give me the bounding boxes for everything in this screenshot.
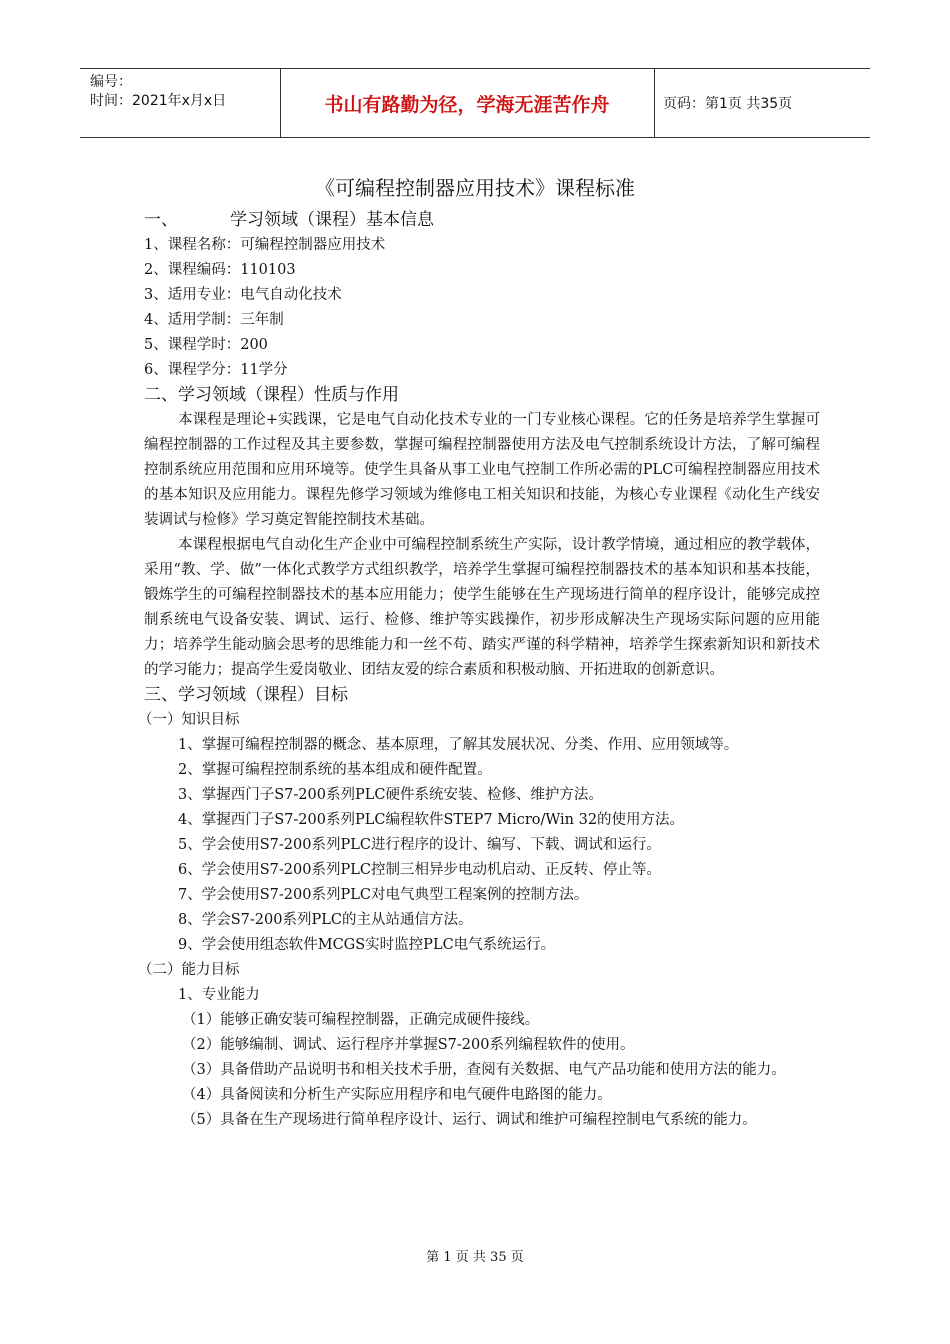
list-item: 7、学会使用S7-200系列PLC对电气典型工程案例的控制方法。 — [178, 887, 589, 903]
header-info-cell — [80, 69, 281, 137]
section-3-heading: 三、学习领域（课程）目标 — [144, 685, 348, 705]
list-item: 1、课程名称：可编程控制器应用技术 — [144, 237, 386, 253]
list-item: （4）具备阅读和分析生产实际应用程序和电气硬件电路图的能力。 — [182, 1087, 612, 1103]
ability-goals-heading: （二）能力目标 — [138, 962, 240, 978]
header-motto: 书山有路勤为径，学海无涯苦作舟 — [280, 69, 655, 137]
list-item: 6、学会使用S7-200系列PLC控制三相异步电动机启动、正反转、停止等。 — [178, 862, 661, 878]
list-item: 4、适用学制：三年制 — [144, 312, 284, 328]
knowledge-goals-heading: （一）知识目标 — [138, 712, 240, 728]
list-item: （2）能够编制、调试、运行程序并掌握S7-200系列编程软件的使用。 — [182, 1037, 635, 1053]
section-2-paragraph-2: 本课程根据电气自动化生产企业中可编程控制系统生产实际，设计教学情境，通过相应的教学载体，采用“教、学、做”一体化式教学方式组织教学，培养学生掌握可编程控制器技术的基本知识和基本技能，锻炼学生的可编程控制器技术的基本应用能力；使学生能够在生产现场进行简单的程序设计，能够完成控制系统电气设备安装、调试、运行、检修、维护等实践操作，初步形成解决生产现场实际问题的应用能力；培养学生能动脑会思考的思维能力和一丝不苟、踏实严谨的科学精神，培养学生探索新知识和新技术的学习能力；提高学生爱岗敬业、团结友爱的综合素质和积极动脑、开拓进取的创新意识。 — [144, 537, 820, 678]
page-header — [80, 68, 870, 138]
list-item: 9、学会使用组态软件MCGS实时监控PLC电气系统运行。 — [178, 937, 556, 953]
list-item: （5）具备在生产现场进行简单程序设计、运行、调试和维护可编程控制电气系统的能力。 — [182, 1112, 757, 1128]
section-1-number: 一、 — [144, 210, 178, 230]
header-date-label: 时间：2021年x月x日 — [90, 93, 227, 109]
list-item: 8、学会S7-200系列PLC的主从站通信方法。 — [178, 912, 473, 928]
section-1-title: 学习领域（课程）基本信息 — [230, 210, 434, 230]
header-number-label: 编号： — [90, 74, 132, 90]
list-item: 6、课程学分：11学分 — [144, 362, 288, 378]
list-item: 2、掌握可编程控制系统的基本组成和硬件配置。 — [178, 762, 492, 778]
list-item: 5、学会使用S7-200系列PLC进行程序的设计、编写、下载、调试和运行。 — [178, 837, 661, 853]
section-1-heading — [144, 208, 820, 233]
list-item: 3、掌握西门子S7-200系列PLC硬件系统安装、检修、维护方法。 — [178, 787, 603, 803]
section-2-paragraph-1: 本课程是理论+实践课，它是电气自动化技术专业的一门专业核心课程。它的任务是培养学生掌握可编程控制器的工作过程及其主要参数，掌握可编程控制器使用方法及电气控制系统设计方法，了解可编程控制系统应用范围和应用环境等。使学生具备从事工业电气控制工作所必需的PLC可编程控制器应用技术的基本知识及应用能力。课程先修学习领域为维修电工相关知识和技能，为核心专业课程《动化生产线安装调试与检修》学习奠定智能控制技术基础。 — [144, 412, 820, 528]
list-item: 1、掌握可编程控制器的概念、基本原理，了解其发展状况、分类、作用、应用领域等。 — [178, 737, 739, 753]
list-item: 3、适用专业：电气自动化技术 — [144, 287, 342, 303]
document-body — [138, 208, 820, 1133]
list-item: 2、课程编码：110103 — [144, 262, 296, 278]
document-title: 《可编程控制器应用技术》课程标准 — [315, 176, 635, 200]
section-2-heading: 二、学习领域（课程）性质与作用 — [144, 385, 399, 405]
professional-ability-heading: 1、专业能力 — [178, 987, 260, 1003]
list-item: （1）能够正确安装可编程控制器，正确完成硬件接线。 — [182, 1012, 540, 1028]
list-item: 5、课程学时：200 — [144, 337, 268, 353]
header-page-label: 页码：第1页 共35页 — [663, 96, 793, 112]
page-footer: 第 1 页 共 35 页 — [426, 1250, 524, 1265]
list-item: （3）具备借助产品说明书和相关技术手册，查阅有关数据、电气产品功能和使用方法的能力。 — [182, 1062, 786, 1078]
list-item: 4、掌握西门子S7-200系列PLC编程软件STEP7 Micro/Win 32的使用方法。 — [178, 812, 685, 828]
